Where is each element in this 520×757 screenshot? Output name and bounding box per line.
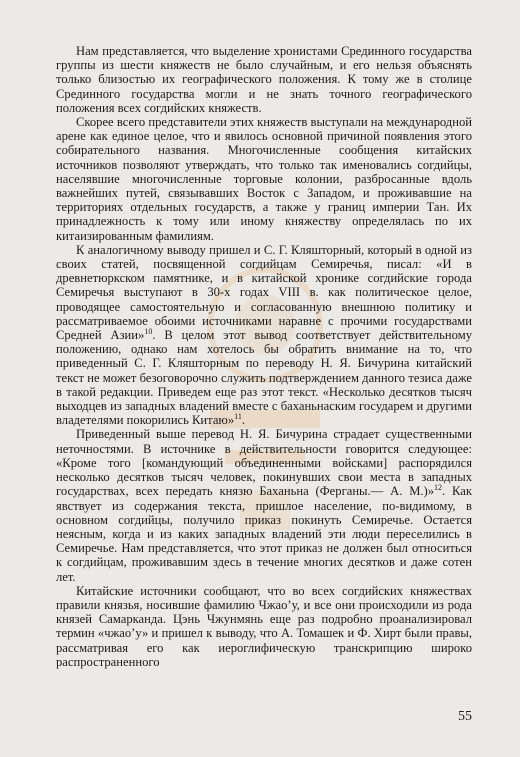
paragraph-3-text: К аналогичному выводу пришел и С. Г. Кляшторный, который в одной из своих статей, посвященной согдийцам Семиречья, писал: «И в древнетюркском памятнике, и в китайской хронике согдийские города Семиречья выступают в 30-х годах VIII в. как политическое целое, проводящее самостоятельную и согласованную внешнюю политику и рассматриваемое обоими источниками наравне с прочими государствами Средней Азии» (56, 242, 472, 343)
paragraph-1: Нам представляется, что выделение хронистами Срединного государства группы из шести княжеств не было случайным, и его нельзя объяснять только близостью их географического положения. К тому же в столице Срединного государства могли и не знать точного географического положения всех согдийских княжеств. (56, 44, 472, 115)
paragraph-2: Скорее всего представители этих княжеств выступали на международной арене как единое целое, что и явилось основной причиной появления этого собирательного названия. Многочисленные сообщения китайских источников позволяют утверждать, что только так именовались согдийцы, населявшие многочисленные торговые колонии, разбросанные вдоль важнейших путей, связывавших Восток с Западом, и проживавшие на территориях отдельных государств, а также у границ империи Тан. Их принадлежность к тому или иному княжеству определялась по их китаизированным фамилиям. (56, 115, 472, 243)
paragraph-4-tail: . Как явствует из содержания текста, пришлое население, по-видимому, в основном согдийцы, получило приказ покинуть Семиречье. Остается неясным, когда и из каких западных владений эти люди переселились в Семиречье. Нам представляется, что этот приказ не должен был относиться к согдийцам, проживавшим здесь в течение многих десятков и даже сотен лет. (56, 484, 472, 584)
paragraph-4-text: Приведенный выше перевод Н. Я. Бичурина страдает существенными неточностями. В источнике в действительности говорится следующее: «Кроме того [командующий объединенными войсками] распорядился несколько десятков тысяч человек, покинувших свои места в западных государствах, всех передать князю Баханьна (Ферганы.— А. М.)» (56, 427, 472, 499)
paragraph-5: Китайские источники сообщают, что во всех согдийских княжествах правили князья, носившие фамилию Чжао’у, и все они происходили из рода князей Самарканда. Цэнь Чжунмянь еще раз подробно проанализировал термин «чжао’у» и пришел к выводу, что А. Томашек и Ф. Хирт были правы, рассматривая его как иероглифическую транскрипцию широко распространенного (56, 583, 472, 669)
paragraph-4 (56, 427, 472, 583)
footnote-ref-10: 10 (144, 326, 153, 336)
footnote-ref-11: 11 (234, 412, 242, 422)
paragraph-3-tail: . В целом этот вывод соответствует действительному положению, однако нам хотелось бы обратить внимание на то, что приведенный С. Г. Кляшторным по переводу Н. Я. Бичурина китайский текст не может безоговорочно служить подтверждением данного тезиса даже в такой редакции. Приведем еще раз этот текст. «Несколько десятков тысяч выходцев из западных владений вместе с баханьнаским государем и другими владетелями покорились Китаю» (56, 328, 472, 428)
page-number: 55 (458, 709, 472, 724)
paragraph-3-end: . (241, 413, 245, 428)
body-text (56, 44, 472, 669)
paragraph-3 (56, 243, 472, 428)
footnote-ref-12: 12 (434, 483, 443, 493)
